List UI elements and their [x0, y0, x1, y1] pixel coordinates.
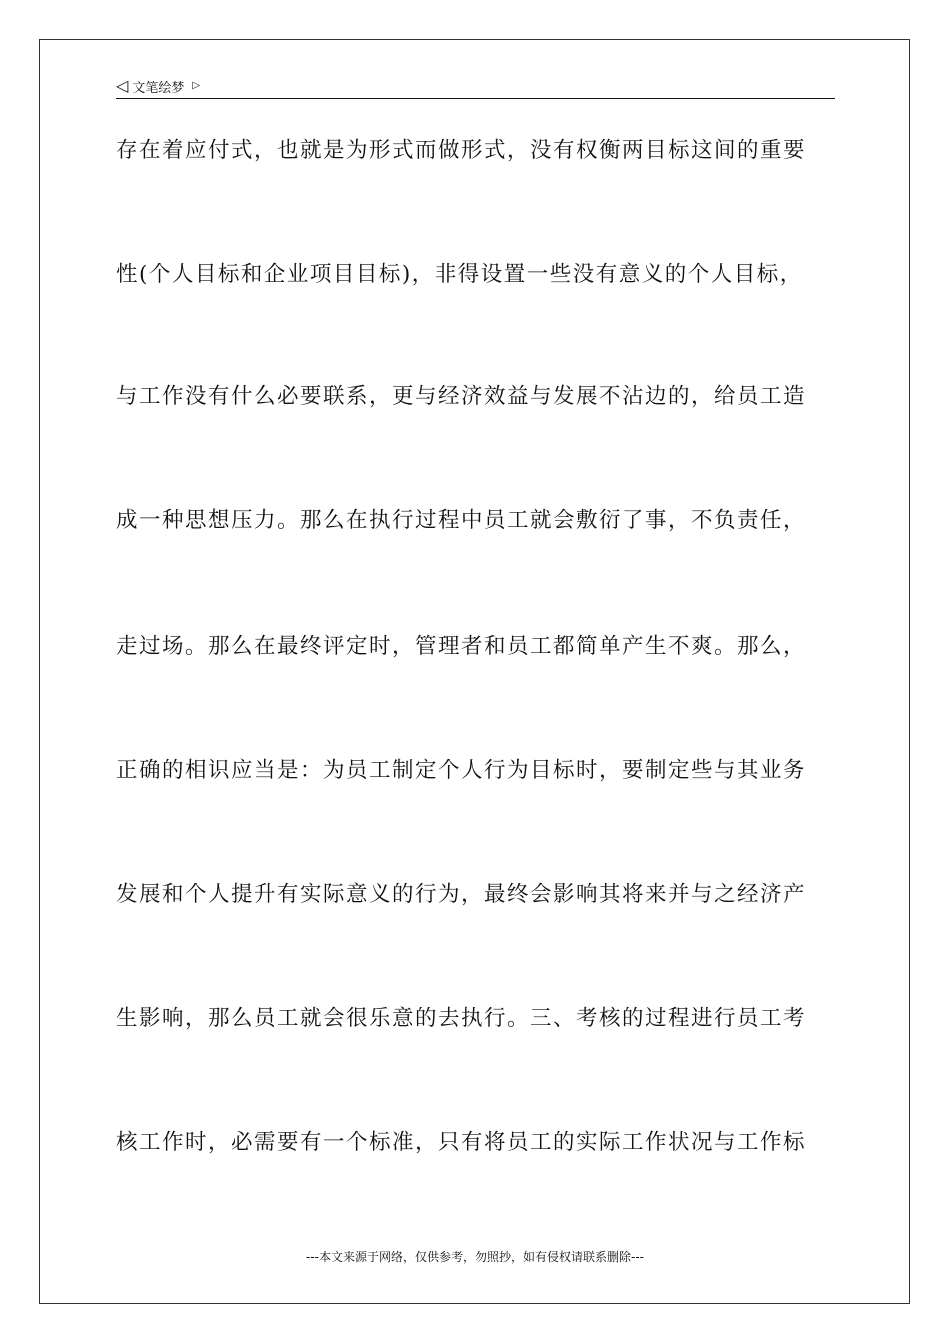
- header-title: 文笔绘梦: [132, 80, 185, 96]
- body-line: 正确的相识应当是：为员工制定个人行为目标时，要制定些与其业务: [116, 758, 807, 783]
- body-line: 与工作没有什么必要联系，更与经济效益与发展不沾边的，给员工造: [116, 384, 807, 409]
- page-header: [116, 74, 835, 99]
- page-frame: [39, 39, 910, 1304]
- body-line: 存在着应付式，也就是为形式而做形式，没有权衡两目标这间的重要: [116, 138, 807, 163]
- body-line: 核工作时，必需要有一个标准，只有将员工的实际工作状况与工作标: [116, 1130, 807, 1155]
- body-line: 生影响，那么员工就会很乐意的去执行。三、考核的过程进行员工考: [116, 1006, 807, 1031]
- body-line: 成一种思想压力。那么在执行过程中员工就会敷衍了事，不负责任，: [116, 508, 807, 533]
- footer-disclaimer: ---本文来源于网络，仅供参考，勿照抄，如有侵权请联系删除---: [306, 1250, 644, 1264]
- body-line: 发展和个人提升有实际意义的行为，最终会影响其将来并与之经济产: [116, 882, 807, 907]
- body-line: 性(个人目标和企业项目目标)，非得设置一些没有意义的个人目标，: [116, 262, 803, 287]
- triangle-right-icon: ▷: [192, 80, 201, 91]
- triangle-left-icon: ◁: [116, 76, 129, 95]
- body-line: 走过场。那么在最终评定时，管理者和员工都简单产生不爽。那么，: [116, 634, 807, 659]
